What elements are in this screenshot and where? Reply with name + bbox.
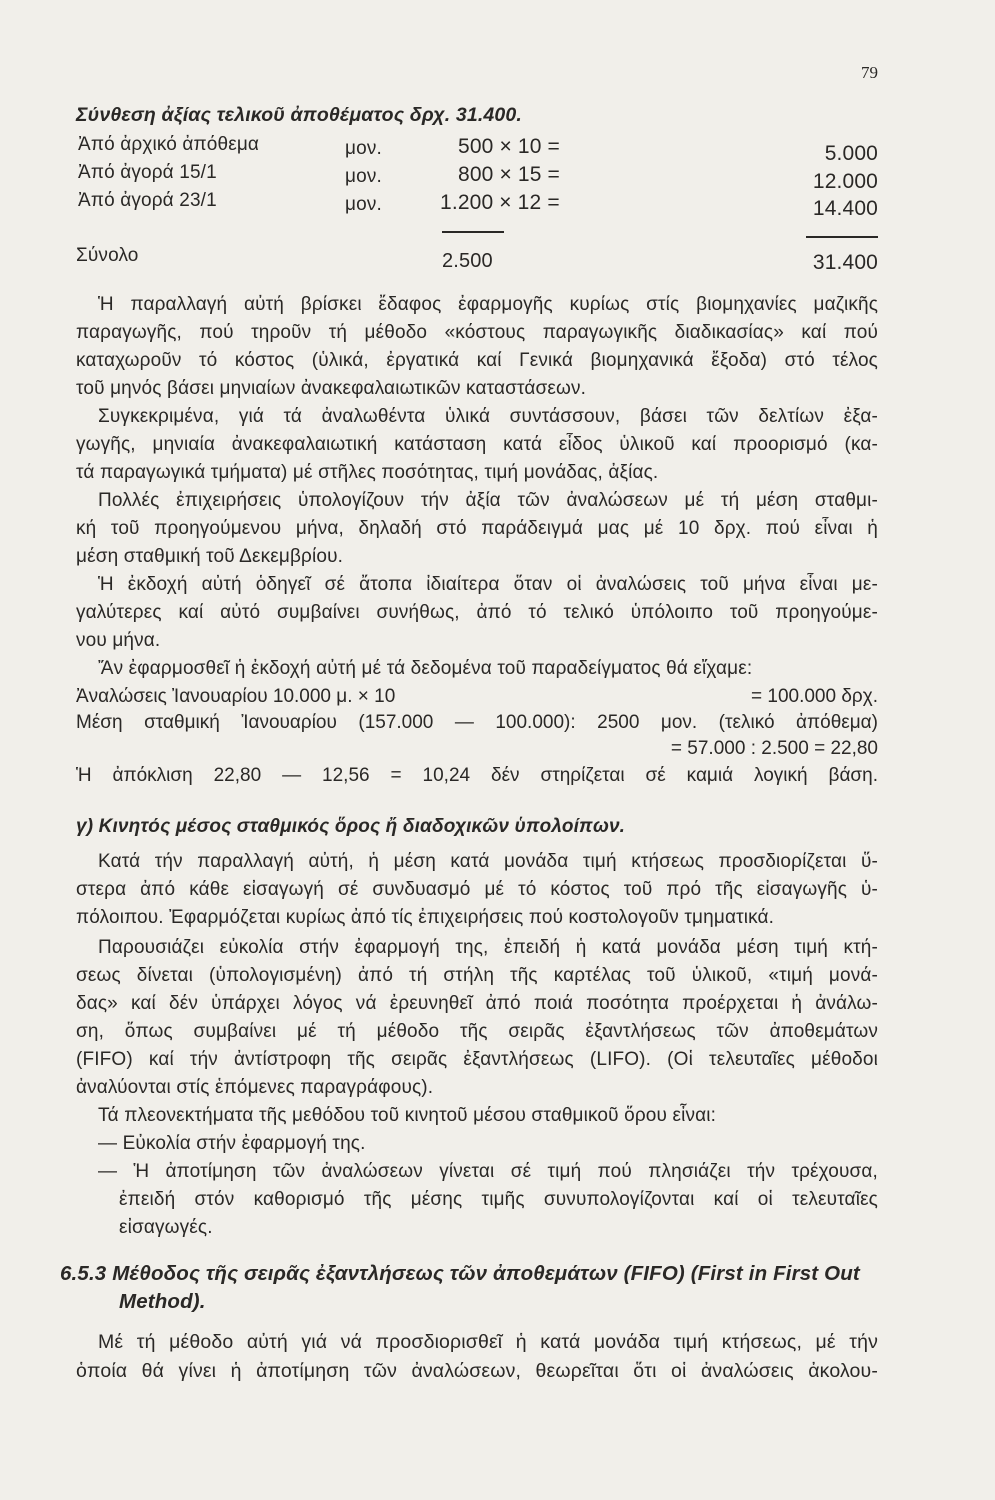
section-title: 6.5.3 Μέθοδος τῆς σειρᾶς ἐξαντλήσεως τῶν ἀποθεμάτων (FIFO) (First in First Out xyxy=(60,1262,860,1285)
stock-row-label: Ἀπό ἀγορά 23/1 xyxy=(78,190,217,211)
calc-line: Ἡ ἀπόκλιση 22,80 — 12,56 = 10,24 δέν στηρίζεται σέ καμιά λογική βάση. xyxy=(76,765,878,786)
stock-row-label: Ἀπό ἀγορά 15/1 xyxy=(78,162,217,183)
text-line: κή τοῦ προηγούμενου μήνα, δηλαδή στό παράδειγμά μας μέ 10 δρχ. πού εἶναι ἡ xyxy=(76,518,878,539)
text-line: νου μήνα. xyxy=(76,630,161,651)
text-line: δας» καί δέν ὑπάρχει λόγος νά ἐρευνηθεῖ ἀπό ποιά ποσότητα προέρχεται ἡ ἀνάλω- xyxy=(76,993,878,1014)
text-line: στερα ἀπό κάθε εἰσαγωγή σέ συνδυασμό μέ τό κόστος τοῦ πρό τῆς εἰσαγωγῆς ὑ- xyxy=(76,879,878,900)
text-line: Ἡ ἐκδοχή αὐτή ὁδηγεῖ σέ ἄτοπα ἰδιαίτερα ὅταν οἱ ἀναλώσεις τοῦ μήνα εἶναι με- xyxy=(98,574,878,595)
stock-row-expr: 1.200 × 12 = xyxy=(440,191,560,214)
text-line: Κατά τήν παραλλαγή αὐτή, ἡ μέση κατά μονάδα τιμή κτήσεως προσδιορίζεται ὕ- xyxy=(98,851,878,872)
text-line: ἐπειδή στόν καθορισμό τῆς μέσης τιμῆς συνυπολογίζονται καί οἱ τελευταῖες xyxy=(119,1189,878,1210)
total-label: Σύνολο xyxy=(76,245,139,266)
calc-line: Μέση σταθμική Ἰανουαρίου (157.000 — 100.000): 2500 μον. (τελικό ἀπόθεμα) xyxy=(76,712,878,733)
composition-title: Σύνθεση ἀξίας τελικοῦ ἀποθέματος δρχ. 31.400. xyxy=(76,104,522,126)
stock-row-unit: μον. xyxy=(345,194,382,215)
calc-line: = 57.000 : 2.500 = 22,80 xyxy=(670,738,878,759)
example-intro: Ἄν ἐφαρμοσθεῖ ἡ ἐκδοχή αὐτή μέ τά δεδομένα τοῦ παραδείγματος θά εἴχαμε: xyxy=(98,658,753,679)
stock-row-value: 5.000 xyxy=(824,142,878,165)
text-line: Παρουσιάζει εὐκολία στήν ἐφαρμογή της, ἐπειδή ἡ κατά μονάδα μέση τιμή κτή- xyxy=(98,937,878,958)
sum-rule xyxy=(442,231,504,233)
stock-row-value: 12.000 xyxy=(812,170,878,193)
text-line: παραγωγῆς, πού τηροῦν τή μέθοδο «κόστους παραγωγικῆς διαδικασίας» καί πού xyxy=(76,322,878,343)
section-title: Method). xyxy=(119,1290,206,1313)
stock-row-expr: 500 × 10 = xyxy=(458,135,560,158)
text-line: πόλοιπου. Ἐφαρμόζεται κυρίως ἀπό τίς ἐπιχειρήσεις πού κοστολογοῦν τμηματικά. xyxy=(76,907,775,928)
text-line: μέση σταθμική τοῦ Δεκεμβρίου. xyxy=(76,546,344,567)
text-line: Τά πλεονεκτήματα τῆς μεθόδου τοῦ κινητοῦ μέσου σταθμικοῦ ὅρου εἶναι: xyxy=(98,1105,717,1126)
text-line: Συγκεκριμένα, γιά τά ἀναλωθέντα ὑλικά συντάσσουν, βάσει τῶν δελτίων ἐξα- xyxy=(98,406,878,427)
stock-row-value: 14.400 xyxy=(812,197,878,220)
list-item: — Ἡ ἀποτίμηση τῶν ἀναλώσεων γίνεται σέ τιμή πού πλησιάζει τήν τρέχουσα, xyxy=(98,1161,878,1182)
list-item: — Εὐκολία στήν ἐφαρμογή της. xyxy=(98,1133,366,1154)
text-line: Ἡ παραλλαγή αὐτή βρίσκει ἔδαφος ἐφαρμογῆς κυρίως στίς βιομηχανίες μαζικῆς xyxy=(98,294,878,315)
text-line: εἰσαγωγές. xyxy=(119,1217,213,1238)
sum-rule xyxy=(806,236,878,238)
text-line: τά παραγωγικά τμήματα) μέ στῆλες ποσότητας, τιμή μονάδας, ἀξίας. xyxy=(76,462,659,483)
section-title: γ) Κινητός μέσος σταθμικός ὅρος ἤ διαδοχικῶν ὑπολοίπων. xyxy=(76,816,626,837)
text-line: τοῦ μηνός βάσει μηνιαίων ἀνακεφαλαιωτικῶν καταστάσεων. xyxy=(76,378,587,399)
text-line: γωγῆς, μηνιαία ἀνακεφαλαιωτική κατάσταση κατά εἶδος ὑλικοῦ καί προορισμό (κα- xyxy=(76,434,878,455)
text-line: Πολλές ἐπιχειρήσεις ὑπολογίζουν τήν ἀξία τῶν ἀναλώσεων μέ τή μέση σταθμι- xyxy=(98,490,878,511)
stock-row-expr: 800 × 15 = xyxy=(458,163,560,186)
text-line: γαλύτερες καί αὐτό συμβαίνει συνήθως, ἀπό τό τελικό ὑπόλοιπο τοῦ προηγούμε- xyxy=(76,602,878,623)
calc-line: Ἀναλώσεις Ἰανουαρίου 10.000 μ. × 10 xyxy=(76,686,396,707)
stock-row-label: Ἀπό ἀρχικό ἀπόθεμα xyxy=(78,134,260,155)
text-line: ὁποία θά γίνει ἡ ἀποτίμηση τῶν ἀναλώσεων, θεωρεῖται ὅτι οἱ ἀναλώσεις ἀκολου- xyxy=(76,1360,878,1382)
text-line: ση, ὅπως συμβαίνει μέ τή μέθοδο τῆς σειρᾶς ἐξαντλήσεως τῶν ἀποθεμάτων xyxy=(76,1021,878,1042)
calc-result: = 100.000 δρχ. xyxy=(751,686,878,707)
page-number: 79 xyxy=(861,63,878,82)
total-units: 2.500 xyxy=(442,250,493,272)
stock-row-unit: μον. xyxy=(345,166,382,187)
text-line: (FIFO) καί τήν ἀντίστροφη τῆς σειρᾶς ἐξαντλήσεως (LIFO). (Οἱ τελευταῖες μέθοδοι xyxy=(76,1049,878,1070)
text-line: καταχωροῦν τό κόστος (ὑλικά, ἐργατικά καί Γενικά βιομηχανικά ἔξοδα) στό τέλος xyxy=(76,350,878,371)
text-line: σεως δίνεται (ὑπολογισμένη) ἀπό τή στήλη τῆς καρτέλας τοῦ ὑλικοῦ, «τιμή μονά- xyxy=(76,965,878,986)
text-line: ἀναλύονται στίς ἑπόμενες παραγράφους). xyxy=(76,1077,434,1098)
total-value: 31.400 xyxy=(812,251,878,274)
text-line: Μέ τή μέθοδο αὐτή γιά νά προσδιορισθεῖ ἡ κατά μονάδα τιμή κτήσεως, μέ τήν xyxy=(98,1331,878,1353)
stock-row-unit: μον. xyxy=(345,138,382,159)
